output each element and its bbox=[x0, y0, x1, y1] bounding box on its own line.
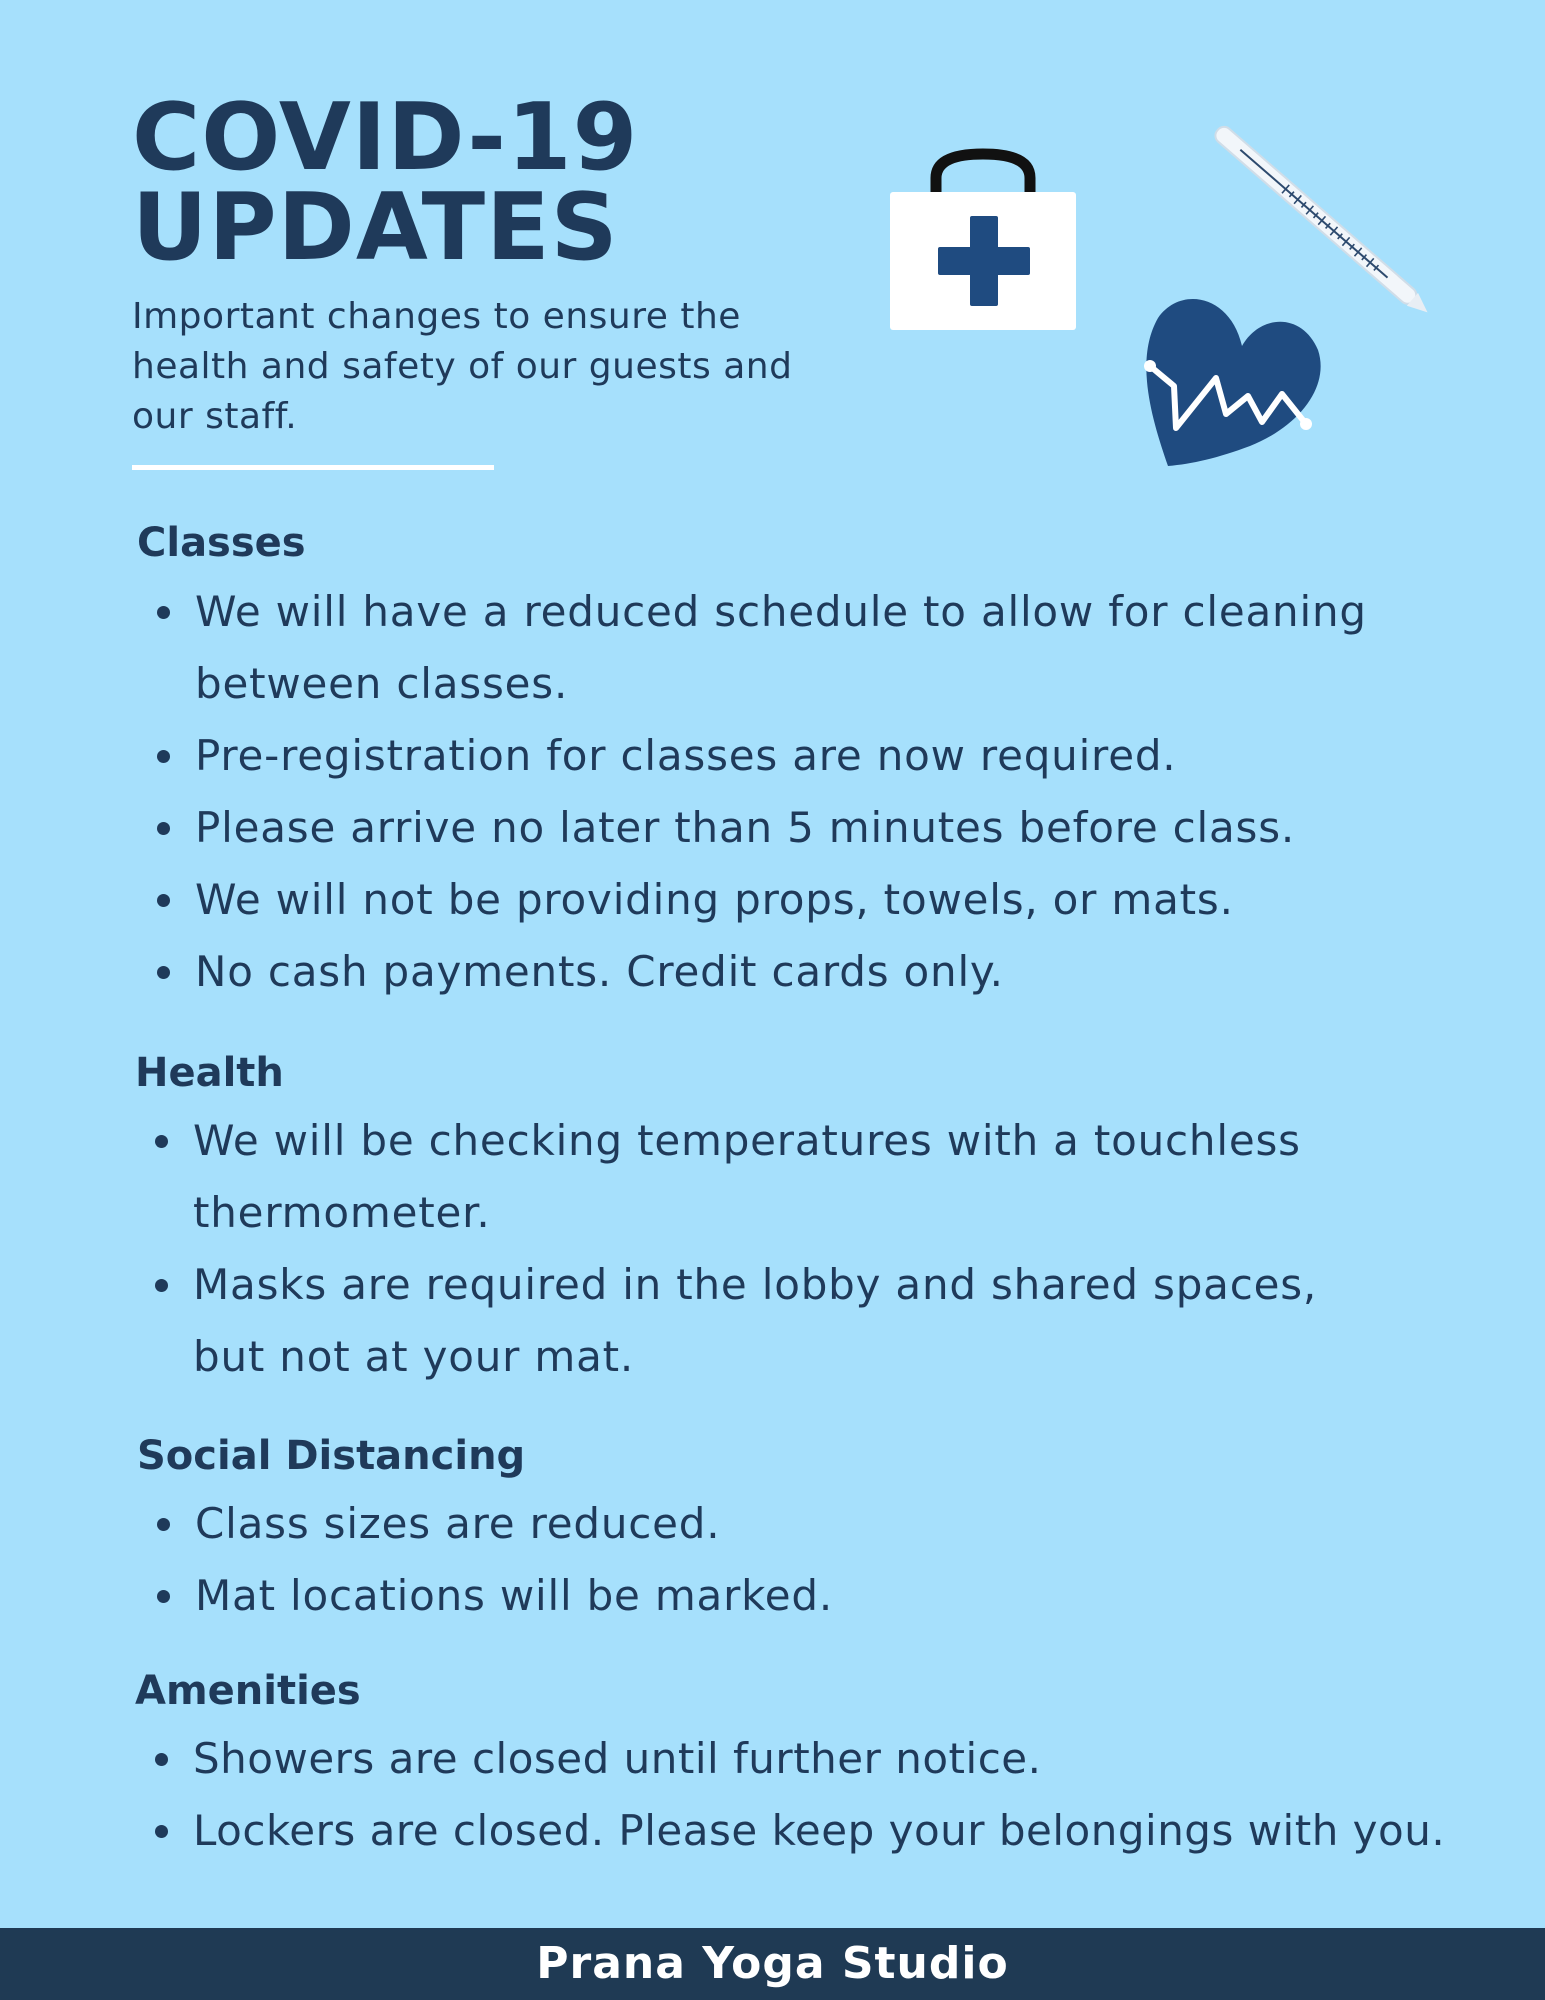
list-item: Please arrive no later than 5 minutes before class. bbox=[137, 792, 1397, 864]
list-item: Lockers are closed. Please keep your belongings with you. bbox=[135, 1795, 1535, 1867]
list-item: No cash payments. Credit cards only. bbox=[137, 936, 1397, 1008]
list-item: Class sizes are reduced. bbox=[137, 1488, 1397, 1560]
section-heading-social-distancing: Social Distancing bbox=[137, 1433, 526, 1479]
section-heading-classes: Classes bbox=[137, 520, 306, 566]
section-heading-health: Health bbox=[135, 1050, 284, 1096]
social-distancing-list bbox=[137, 1488, 1397, 1632]
list-item: Masks are required in the lobby and shared spaces, but not at your mat. bbox=[135, 1249, 1395, 1393]
title-line-2: UPDATES bbox=[132, 173, 619, 281]
title-line-1: COVID-19 bbox=[132, 83, 639, 191]
amenities-list bbox=[135, 1723, 1535, 1867]
health-list bbox=[135, 1105, 1395, 1393]
list-item: We will be checking temperatures with a touchless thermometer. bbox=[135, 1105, 1395, 1249]
subtitle: Important changes to ensure the health and safety of our guests and our staff. bbox=[132, 296, 793, 437]
first-aid-kit-icon bbox=[888, 148, 1078, 332]
classes-list bbox=[137, 576, 1397, 1008]
divider bbox=[132, 465, 494, 470]
list-item: Showers are closed until further notice. bbox=[135, 1723, 1535, 1795]
list-item: Pre-registration for classes are now required. bbox=[137, 720, 1397, 792]
heartbeat-heart-icon bbox=[1130, 290, 1325, 470]
list-item: Mat locations will be marked. bbox=[137, 1560, 1397, 1632]
list-item: We will have a reduced schedule to allow for cleaning between classes. bbox=[137, 576, 1397, 720]
footer-bar bbox=[0, 1928, 1545, 2000]
section-heading-amenities: Amenities bbox=[135, 1668, 361, 1714]
page-title bbox=[132, 83, 639, 281]
studio-name: Prana Yoga Studio bbox=[536, 1938, 1009, 1989]
list-item: We will not be providing props, towels, or mats. bbox=[137, 864, 1397, 936]
